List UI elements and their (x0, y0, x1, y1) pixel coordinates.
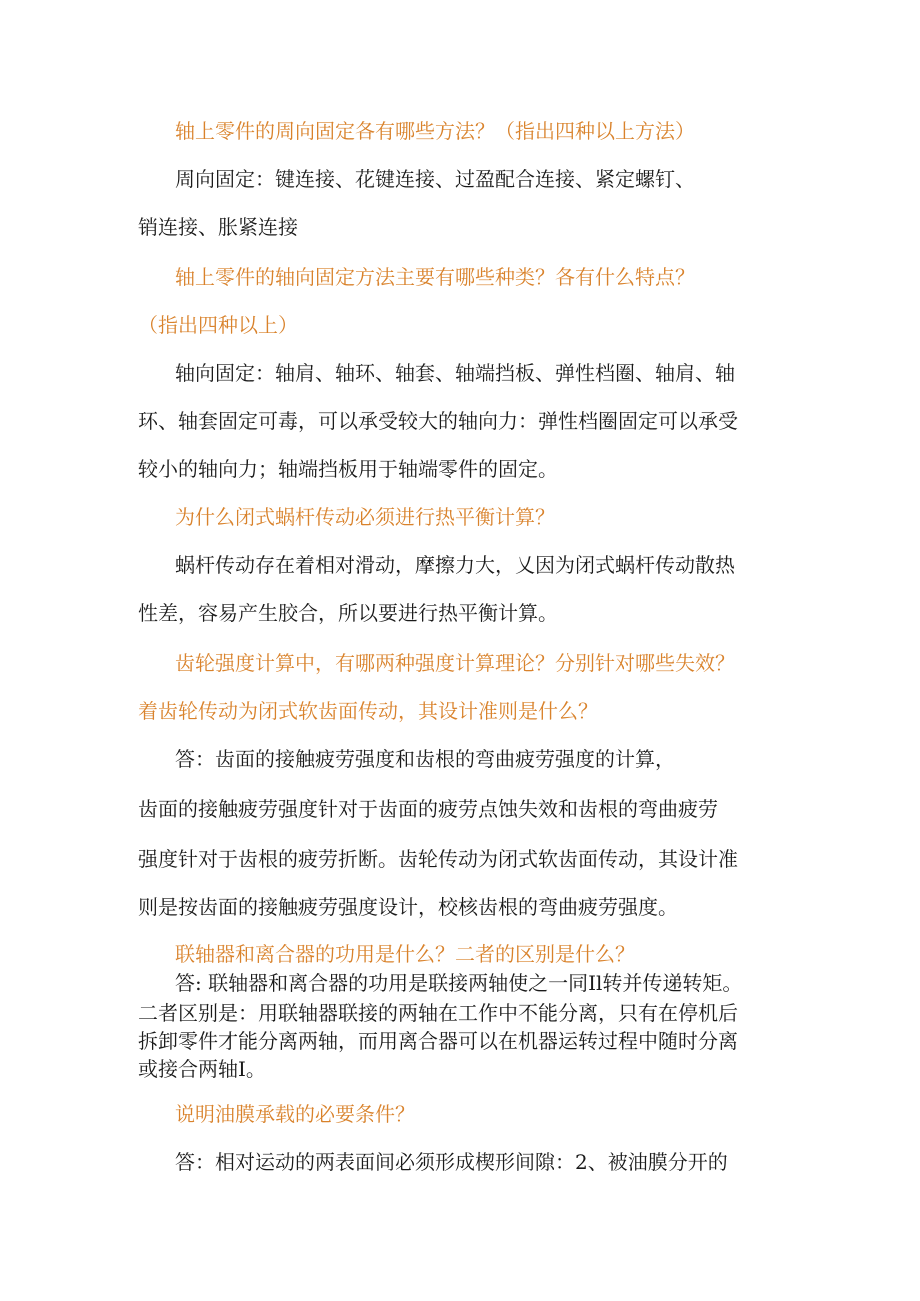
answer-1-line-1: 周向固定：键连接、花键连接、过盈配合连接、紧定螺钉、 (175, 167, 695, 191)
answer-4-line-1: 答：齿面的接触疲劳强度和齿根的弯曲疲劳强度的计算， (175, 747, 675, 771)
answer-5-line-2: 二者区别是：用联轴器联接的两轴在工作中不能分离，只有在停机后 (138, 1001, 738, 1025)
question-3-line-1: 为什么闭式蜗杆传动必须进行热平衡计算？ (175, 505, 555, 529)
question-4-line-1: 齿轮强度计算中，有哪两种强度计算理论？分别针对哪些失效？ (175, 651, 735, 675)
question-2-line-1: 轴上零件的轴向固定方法主要有哪些种类？各有什么特点？ (175, 265, 695, 289)
question-1-line-1: 轴上零件的周向固定各有哪些方法？（指出四种以上方法） (175, 119, 695, 143)
answer-6-line-1: 答：相对运动的两表面间必须形成楔形间隙：2、被油膜分开的 (175, 1150, 728, 1174)
question-5-line-1: 联轴器和离合器的功用是什么？二者的区别是什么？ (175, 942, 635, 966)
question-4-line-2: 着齿轮传动为闭式软齿面传动，其设计准则是什么？ (138, 699, 598, 723)
answer-5-line-4: 或接合两轴I。 (138, 1057, 266, 1081)
answer-4-line-4: 则是按齿面的接触疲劳强度设计，校核齿根的弯曲疲劳强度。 (138, 895, 678, 919)
answer-4-line-3: 强度针对于齿根的疲劳折断。齿轮传动为闭式软齿面传动，其设计准 (138, 847, 738, 871)
answer-4-line-2: 齿面的接触疲劳强度针对于齿面的疲劳点蚀失效和齿根的弯曲疲劳 (138, 797, 718, 821)
answer-3-line-1: 蜗杆传动存在着相对滑动，摩擦力大，乂因为闭式蜗杆传动散热 (175, 553, 735, 577)
answer-2-line-3: 较小的轴向力；轴端挡板用于轴端零件的固定。 (138, 457, 558, 481)
answer-2-line-1: 轴向固定：轴肩、轴环、轴套、轴端挡板、弹性档圈、轴肩、轴 (175, 361, 735, 385)
question-2-line-2: （指出四种以上） (138, 313, 298, 337)
answer-2-line-2: 环、轴套固定可毒，可以承受较大的轴向力：弹性档圈固定可以承受 (138, 409, 738, 433)
answer-5-line-1: 答: 联轴器和离合器的功用是联接两轴使之一同Il转并传递转矩。 (175, 971, 743, 995)
question-6-line-1: 说明油膜承载的必要条件？ (175, 1102, 415, 1126)
answer-5-line-3: 拆卸零件才能分离两轴，而用离合器可以在机器运转过程中随时分离 (138, 1029, 738, 1053)
answer-1-line-2: 销连接、胀紧连接 (138, 215, 298, 239)
answer-3-line-2: 性差，容易产生胶合，所以要进行热平衡计算。 (138, 601, 558, 625)
